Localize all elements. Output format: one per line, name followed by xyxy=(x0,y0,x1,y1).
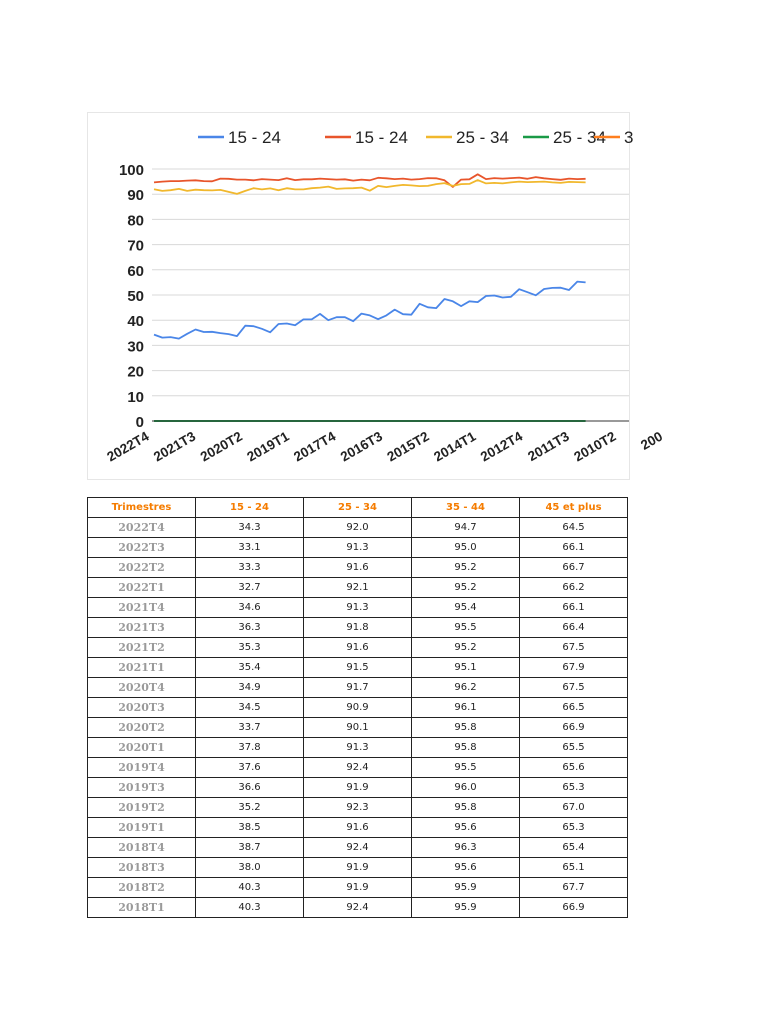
table-cell: 65.3 xyxy=(520,778,628,798)
data-table xyxy=(87,497,628,918)
x-tick-label: 2012T4 xyxy=(477,428,526,465)
y-tick-label: 100 xyxy=(118,162,144,179)
table-row-label: 2018T4 xyxy=(88,838,196,858)
table-row xyxy=(88,638,628,658)
table-cell: 95.2 xyxy=(412,558,520,578)
table-cell: 95.2 xyxy=(412,638,520,658)
y-tick-label: 0 xyxy=(135,414,144,431)
table-cell: 95.5 xyxy=(412,758,520,778)
table-row xyxy=(88,858,628,878)
table-row xyxy=(88,538,628,558)
table-cell: 95.8 xyxy=(412,718,520,738)
table-row xyxy=(88,678,628,698)
legend-label: 3 xyxy=(624,128,634,147)
table-cell: 96.2 xyxy=(412,678,520,698)
table-cell: 95.6 xyxy=(412,818,520,838)
table-row xyxy=(88,778,628,798)
series-line-red xyxy=(154,174,586,187)
table-cell: 38.0 xyxy=(196,858,304,878)
y-tick-label: 80 xyxy=(127,212,144,230)
table-cell: 67.0 xyxy=(520,798,628,818)
x-tick-label: 2017T4 xyxy=(291,428,339,465)
table-cell: 65.4 xyxy=(520,838,628,858)
table-cell: 38.7 xyxy=(196,838,304,858)
table-cell: 92.0 xyxy=(304,518,412,538)
table-cell: 37.8 xyxy=(196,738,304,758)
table-row xyxy=(88,738,628,758)
table-row-label: 2021T1 xyxy=(88,658,196,678)
table-cell: 91.9 xyxy=(304,878,412,898)
table-header-row xyxy=(88,498,628,518)
table-cell: 96.3 xyxy=(412,838,520,858)
table-row-label: 2021T2 xyxy=(88,638,196,658)
table-row xyxy=(88,798,628,818)
table-cell: 95.9 xyxy=(412,898,520,918)
table-row xyxy=(88,838,628,858)
y-tick-label: 60 xyxy=(127,262,144,280)
table-cell: 65.5 xyxy=(520,738,628,758)
x-tick-label: 2014T1 xyxy=(431,428,479,465)
table-cell: 95.2 xyxy=(412,578,520,598)
header-15-24: 15 - 24 xyxy=(196,498,304,518)
table-cell: 66.4 xyxy=(520,618,628,638)
table-cell: 34.9 xyxy=(196,678,304,698)
table-cell: 34.6 xyxy=(196,598,304,618)
y-tick-label: 20 xyxy=(127,363,144,381)
x-tick-label: 2019T1 xyxy=(244,428,292,465)
table-row-label: 2019T3 xyxy=(88,778,196,798)
table-row xyxy=(88,558,628,578)
line-chart xyxy=(87,112,666,480)
table-cell: 38.5 xyxy=(196,818,304,838)
table-row-label: 2022T3 xyxy=(88,538,196,558)
table-row-label: 2022T1 xyxy=(88,578,196,598)
table-cell: 90.9 xyxy=(304,698,412,718)
table-body xyxy=(88,518,628,918)
table-cell: 91.7 xyxy=(304,678,412,698)
header-25-34: 25 - 34 xyxy=(304,498,412,518)
table-cell: 95.6 xyxy=(412,858,520,878)
x-tick-label: 200 xyxy=(638,428,666,453)
table-cell: 91.9 xyxy=(304,858,412,878)
table-cell: 36.6 xyxy=(196,778,304,798)
table-cell: 91.5 xyxy=(304,658,412,678)
table-cell: 67.7 xyxy=(520,878,628,898)
table-cell: 92.4 xyxy=(304,838,412,858)
table-row-label: 2020T1 xyxy=(88,738,196,758)
table-cell: 66.5 xyxy=(520,698,628,718)
table-cell: 67.5 xyxy=(520,678,628,698)
table-row-label: 2022T2 xyxy=(88,558,196,578)
y-tick-label: 70 xyxy=(127,237,144,255)
table-cell: 66.2 xyxy=(520,578,628,598)
table-cell: 95.8 xyxy=(412,738,520,758)
table-cell: 95.1 xyxy=(412,658,520,678)
x-tick-label: 2015T2 xyxy=(384,428,432,465)
legend-label: 15 - 24 xyxy=(228,128,281,147)
table-cell: 64.5 xyxy=(520,518,628,538)
table-cell: 65.6 xyxy=(520,758,628,778)
table-row-label: 2020T3 xyxy=(88,698,196,718)
table-row xyxy=(88,598,628,618)
table-cell: 33.1 xyxy=(196,538,304,558)
table-cell: 94.7 xyxy=(412,518,520,538)
table-row-label: 2021T3 xyxy=(88,618,196,638)
table-cell: 66.7 xyxy=(520,558,628,578)
table-cell: 95.0 xyxy=(412,538,520,558)
table-cell: 92.4 xyxy=(304,898,412,918)
table-row xyxy=(88,578,628,598)
table-row-label: 2019T4 xyxy=(88,758,196,778)
table-row xyxy=(88,698,628,718)
table-cell: 91.6 xyxy=(304,558,412,578)
table-cell: 65.1 xyxy=(520,858,628,878)
table-row xyxy=(88,658,628,678)
table-row-label: 2020T4 xyxy=(88,678,196,698)
table-row-label: 2021T4 xyxy=(88,598,196,618)
y-tick-label: 50 xyxy=(127,288,144,305)
table-cell: 37.6 xyxy=(196,758,304,778)
legend-label: 15 - 24 xyxy=(355,128,408,147)
table-cell: 91.8 xyxy=(304,618,412,638)
table-row-label: 2018T2 xyxy=(88,878,196,898)
table-cell: 34.3 xyxy=(196,518,304,538)
x-tick-label: 2010T2 xyxy=(571,428,619,465)
series-line-yellow xyxy=(154,180,586,194)
table-cell: 36.3 xyxy=(196,618,304,638)
table-cell: 90.1 xyxy=(304,718,412,738)
table-row-label: 2022T4 xyxy=(88,518,196,538)
y-tick-label: 30 xyxy=(127,338,144,356)
y-tick-label: 10 xyxy=(127,388,144,406)
table-row xyxy=(88,818,628,838)
table-cell: 33.7 xyxy=(196,718,304,738)
table-row-label: 2020T2 xyxy=(88,718,196,738)
table-cell: 35.4 xyxy=(196,658,304,678)
table-cell: 65.3 xyxy=(520,818,628,838)
table-row xyxy=(88,898,628,918)
y-tick-label: 40 xyxy=(127,313,144,331)
table-cell: 96.0 xyxy=(412,778,520,798)
table-cell: 96.1 xyxy=(412,698,520,718)
table-cell: 91.6 xyxy=(304,818,412,838)
x-tick-label: 2022T4 xyxy=(104,428,152,465)
table-row-label: 2019T2 xyxy=(88,798,196,818)
table-cell: 91.9 xyxy=(304,778,412,798)
table-row xyxy=(88,618,628,638)
table-row-label: 2018T1 xyxy=(88,898,196,918)
header-35-44: 35 - 44 xyxy=(412,498,520,518)
table-cell: 91.3 xyxy=(304,538,412,558)
table-cell: 35.2 xyxy=(196,798,304,818)
table-cell: 66.9 xyxy=(520,718,628,738)
table-row xyxy=(88,758,628,778)
table-cell: 33.3 xyxy=(196,558,304,578)
table-row-label: 2019T1 xyxy=(88,818,196,838)
table-cell: 95.5 xyxy=(412,618,520,638)
table-cell: 40.3 xyxy=(196,898,304,918)
x-tick-label: 2011T3 xyxy=(525,428,572,465)
table-cell: 92.1 xyxy=(304,578,412,598)
header-45-et-plus: 45 et plus xyxy=(520,498,628,518)
table-row xyxy=(88,878,628,898)
header-trimestres: Trimestres xyxy=(88,498,196,518)
x-tick-label: 2021T3 xyxy=(151,428,199,465)
table-cell: 92.4 xyxy=(304,758,412,778)
table-row-label: 2018T3 xyxy=(88,858,196,878)
table-cell: 95.9 xyxy=(412,878,520,898)
table-cell: 66.9 xyxy=(520,898,628,918)
table-cell: 95.8 xyxy=(412,798,520,818)
series-line-blue xyxy=(154,282,586,339)
table-cell: 66.1 xyxy=(520,598,628,618)
legend-label: 25 - 34 xyxy=(456,128,509,147)
table-cell: 91.3 xyxy=(304,598,412,618)
table-cell: 34.5 xyxy=(196,698,304,718)
table-cell: 32.7 xyxy=(196,578,304,598)
table-cell: 67.9 xyxy=(520,658,628,678)
table-cell: 35.3 xyxy=(196,638,304,658)
legend-label: 25 - 34 xyxy=(553,128,606,147)
x-tick-label: 2020T2 xyxy=(197,428,245,465)
table-cell: 91.6 xyxy=(304,638,412,658)
y-tick-label: 90 xyxy=(127,187,144,205)
table-row xyxy=(88,718,628,738)
table-cell: 91.3 xyxy=(304,738,412,758)
table-cell: 95.4 xyxy=(412,598,520,618)
x-tick-label: 2016T3 xyxy=(337,428,385,465)
table-cell: 67.5 xyxy=(520,638,628,658)
table-row xyxy=(88,518,628,538)
table-cell: 66.1 xyxy=(520,538,628,558)
chart-svg xyxy=(88,113,666,479)
table-cell: 40.3 xyxy=(196,878,304,898)
table-cell: 92.3 xyxy=(304,798,412,818)
